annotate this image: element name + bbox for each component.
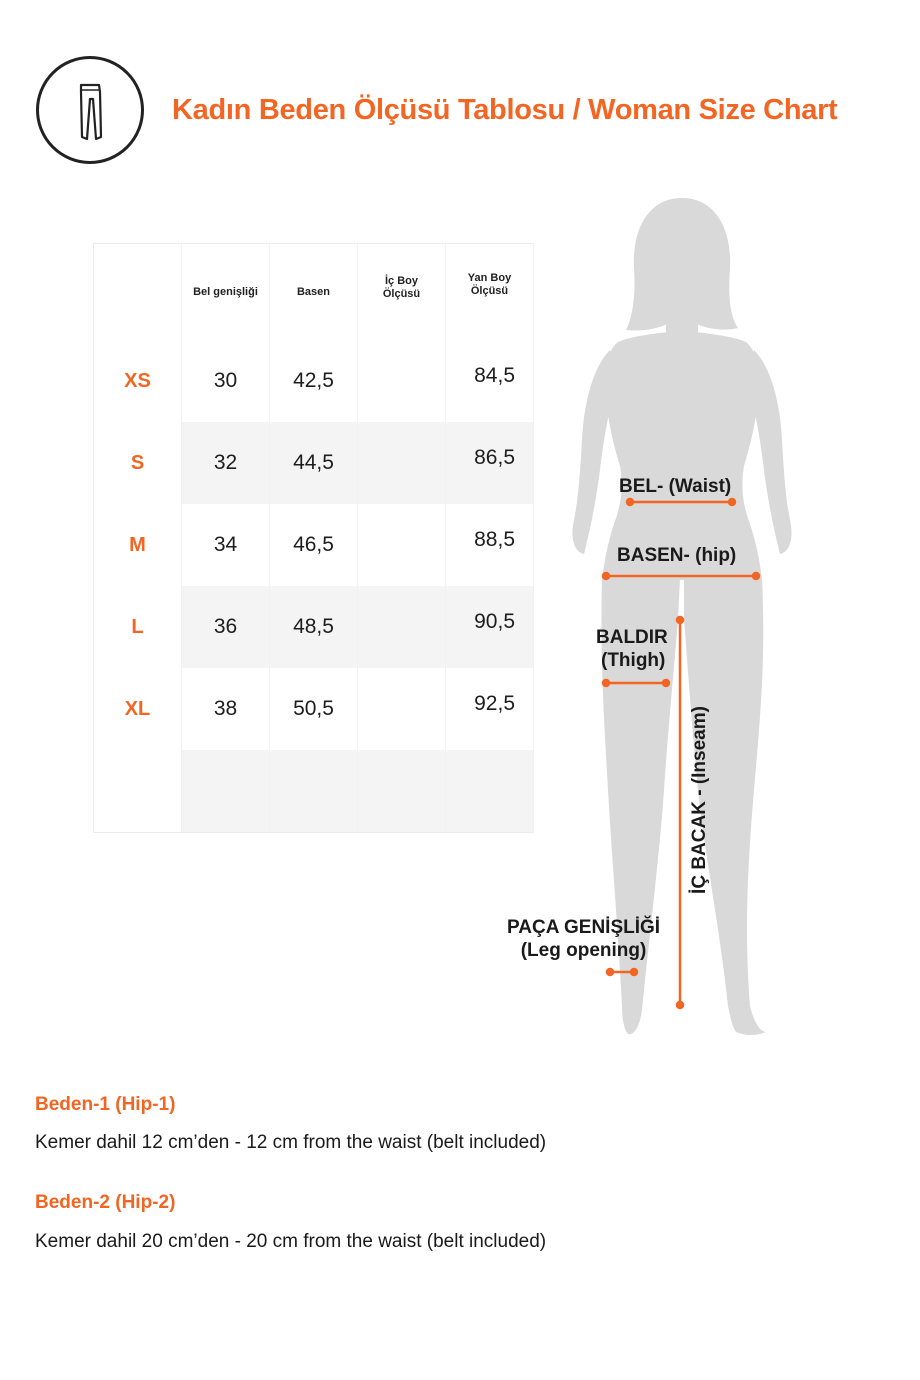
bel-cell: 36: [182, 586, 270, 668]
thigh-dot-left: [603, 680, 609, 686]
table-row: [94, 750, 534, 833]
size-table: [93, 243, 534, 833]
table-row: [94, 586, 534, 668]
thigh-label-line-2: (Thigh): [601, 650, 666, 671]
inseam-dot-bottom: [677, 1002, 683, 1008]
table-row: [94, 668, 534, 750]
ic-boy-cell: [358, 586, 446, 668]
waist-dot-left: [627, 499, 633, 505]
leg-opening-label-line-1: PAÇA GENİŞLİĞİ: [507, 917, 661, 938]
header-cell-bel: Bel genişliği: [182, 244, 270, 341]
thigh-label: [596, 626, 668, 672]
table-row: [94, 340, 534, 422]
bel-cell: [182, 750, 270, 833]
thigh-label-line-1: BALDIR: [596, 627, 668, 648]
header-ic-boy-text: İç Boy Ölçüsü: [382, 275, 421, 300]
basen-cell: 44,5: [270, 422, 358, 504]
size-cell: XS: [94, 340, 182, 422]
basen-cell: 46,5: [270, 504, 358, 586]
yan-boy-cell: [446, 750, 534, 833]
ic-boy-cell: [358, 750, 446, 833]
ic-boy-cell: [358, 340, 446, 422]
size-cell: XL: [94, 668, 182, 750]
hip-dot-right: [753, 573, 759, 579]
bel-cell: 38: [182, 668, 270, 750]
table-header-row: [94, 244, 534, 341]
bel-cell: 34: [182, 504, 270, 586]
basen-cell: 48,5: [270, 586, 358, 668]
note-heading-hip-1: Beden-1 (Hip-1): [35, 1094, 176, 1115]
yan-boy-cell: 92,5: [446, 668, 534, 750]
header-cell-ic-boy: [358, 244, 446, 341]
inseam-dot-top: [677, 617, 683, 623]
yan-boy-cell: 86,5: [446, 422, 534, 504]
ic-boy-cell: [358, 422, 446, 504]
leg-opening-label-line-2: (Leg opening): [520, 940, 647, 961]
size-cell: S: [94, 422, 182, 504]
leggings-icon: [39, 59, 141, 161]
size-cell: L: [94, 586, 182, 668]
yan-boy-cell: 84,5: [446, 340, 534, 422]
inseam-label: İÇ BACAK - (Inseam): [689, 706, 710, 894]
table-row: [94, 504, 534, 586]
leggings-logo: [36, 56, 144, 164]
size-cell: [94, 750, 182, 833]
basen-cell: 50,5: [270, 668, 358, 750]
page-title: Kadın Beden Ölçüsü Tablosu / Woman Size Chart: [172, 94, 838, 126]
bel-cell: 32: [182, 422, 270, 504]
leg-opening-label: [507, 916, 660, 962]
waist-dot-right: [729, 499, 735, 505]
leg-opening-dot-right: [631, 969, 637, 975]
note-text-hip-2: Kemer dahil 20 cm’den - 20 cm from the waist (belt included): [35, 1231, 547, 1252]
header-cell-basen: Basen: [270, 244, 358, 341]
basen-cell: 42,5: [270, 340, 358, 422]
yan-boy-cell: 90,5: [446, 586, 534, 668]
basen-cell: [270, 750, 358, 833]
bel-cell: 30: [182, 340, 270, 422]
header-cell-yan-boy: [446, 244, 534, 341]
waist-label: BEL- (Waist): [619, 476, 732, 497]
note-text-hip-1: Kemer dahil 12 cm’den - 12 cm from the waist (belt included): [35, 1132, 547, 1153]
ic-boy-cell: [358, 504, 446, 586]
ic-boy-cell: [358, 668, 446, 750]
leg-opening-dot-left: [607, 969, 613, 975]
header-cell-size: [94, 244, 182, 341]
header-yan-boy-text: Yan Boy Ölçüsü: [467, 272, 512, 297]
thigh-dot-right: [663, 680, 669, 686]
yan-boy-cell: 88,5: [446, 504, 534, 586]
hip-label: BASEN- (hip): [617, 545, 737, 566]
note-heading-hip-2: Beden-2 (Hip-2): [35, 1192, 176, 1213]
table-row: [94, 422, 534, 504]
size-cell: M: [94, 504, 182, 586]
hip-dot-left: [603, 573, 609, 579]
